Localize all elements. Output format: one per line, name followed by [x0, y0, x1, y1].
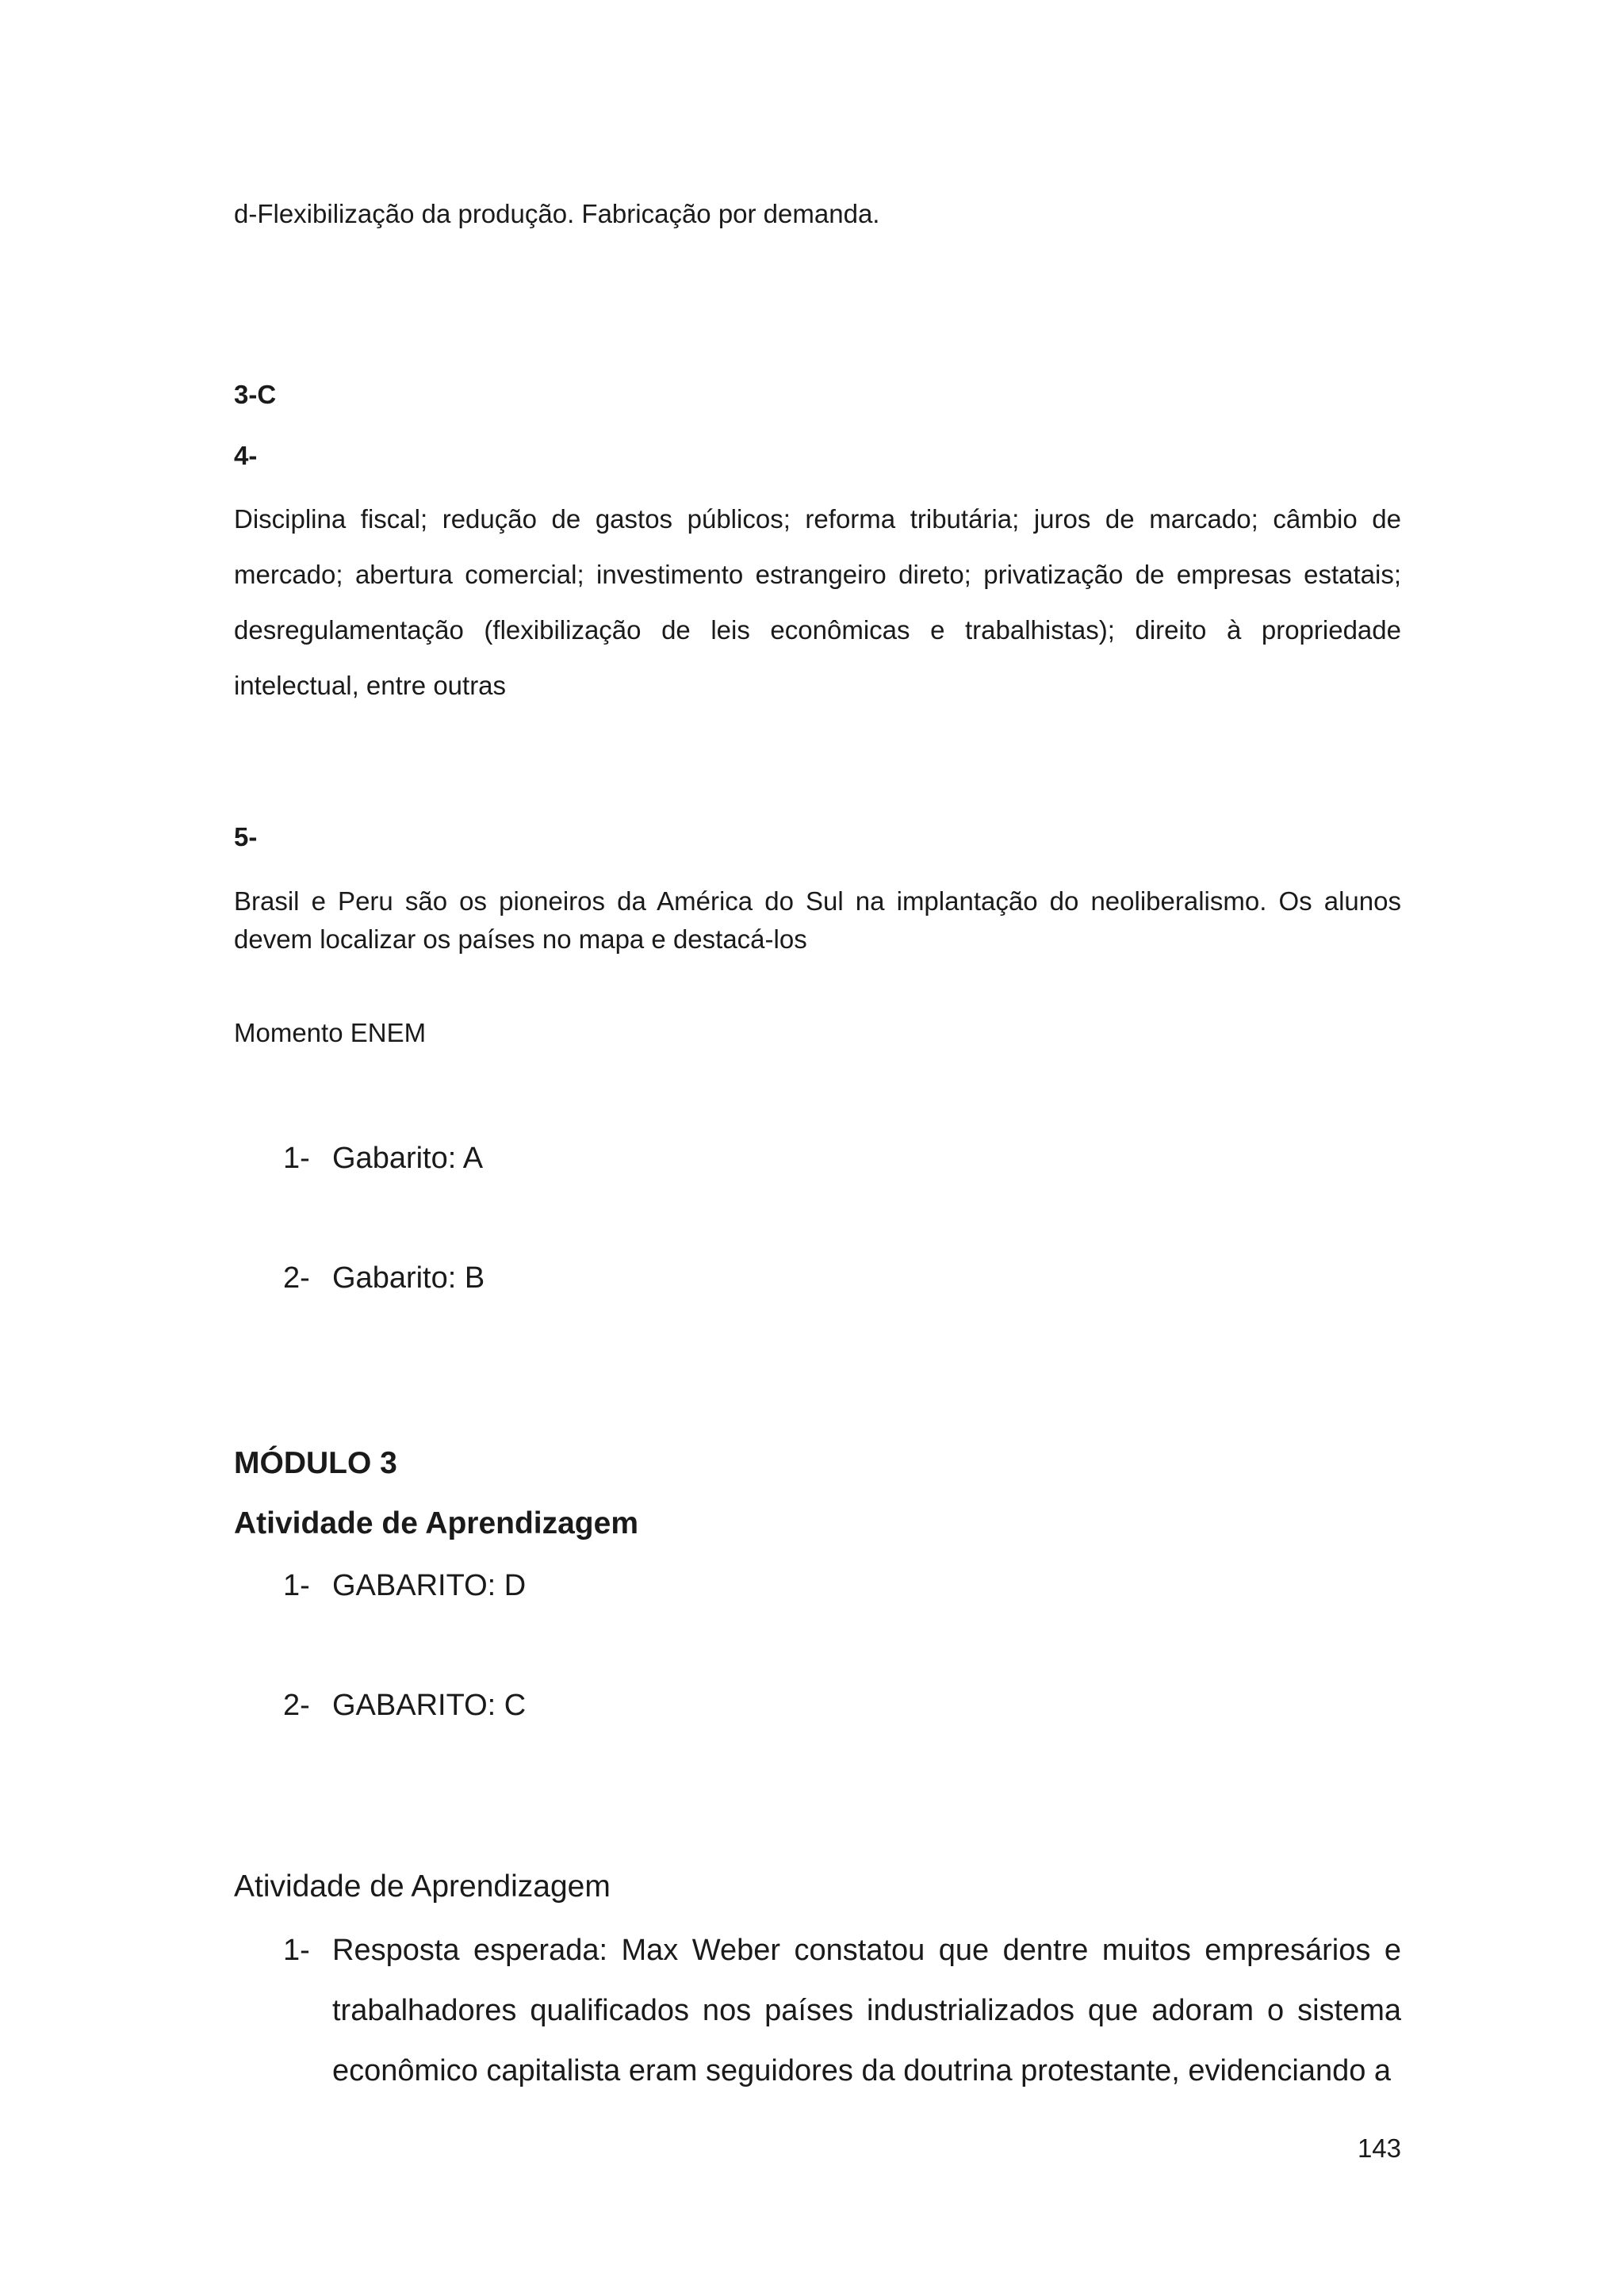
momento-enem-heading: Momento ENEM: [234, 1018, 427, 1047]
question-5-label: 5-: [234, 822, 258, 851]
list-text: Gabarito: A: [332, 1142, 484, 1175]
activity-heading: Atividade de Aprendizagem: [234, 1869, 611, 1904]
answer-4-text: Disciplina fiscal; redução de gastos públicos; reforma tributária; juros de marcado; câmbio de mercado; abertura comercial; investimento estrangeiro direto; privatização de empresas estatais; desregulamentação (flexibilização de leis econômicas e trabalhistas); direito à propriedade intelectual, entre outras: [234, 504, 1401, 700]
activity-list-item: [283, 1920, 1401, 2101]
enem-list-item: [283, 1260, 485, 1296]
enem-list-item: [283, 1140, 483, 1177]
module-title: MÓDULO 3: [234, 1446, 397, 1480]
list-number: 1-: [283, 1569, 310, 1602]
question-4-label: 4-: [234, 441, 258, 470]
list-text: GABARITO: D: [332, 1569, 527, 1602]
list-number: 2-: [283, 1261, 310, 1295]
page-number: 143: [1357, 2133, 1401, 2163]
module-list-item: [283, 1687, 526, 1724]
list-text: GABARITO: C: [332, 1689, 527, 1722]
module-list-item: [283, 1567, 526, 1604]
list-number: 1-: [283, 1142, 310, 1175]
list-number: 2-: [283, 1689, 310, 1722]
module-subtitle: Atividade de Aprendizagem: [234, 1506, 638, 1540]
answer-3: 3-C: [234, 380, 277, 409]
answer-d: d-Flexibilização da produção. Fabricação por demanda.: [234, 199, 880, 228]
list-text: Gabarito: B: [332, 1261, 485, 1295]
list-text: Resposta esperada: Max Weber constatou que dentre muitos empresários e trabalhadores qualificados nos países industrializados que adoram o sistema econômico capitalista eram seguidores da doutrina protestante, evidenciando a: [332, 1934, 1401, 2087]
list-number: 1-: [283, 1934, 310, 1967]
answer-5-text: Brasil e Peru são os pioneiros da América do Sul na implantação do neoliberalismo. Os alunos devem localizar os países no mapa e destacá-los: [234, 886, 1401, 954]
